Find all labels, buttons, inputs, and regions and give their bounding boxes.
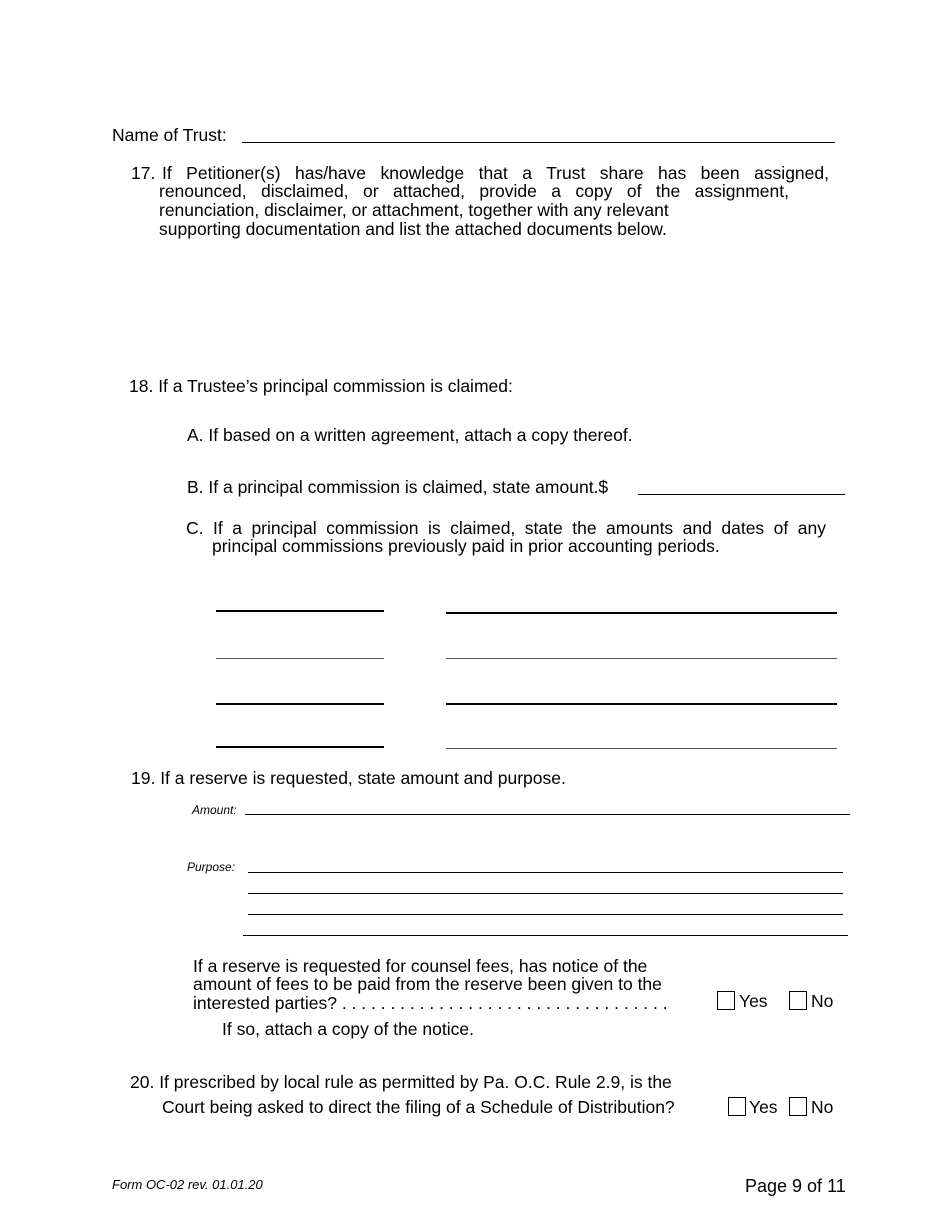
item18-a: A. If based on a written agreement, attach a copy thereof. — [187, 425, 633, 445]
purpose-label: Purpose: — [187, 860, 236, 874]
commission-amount-field-4[interactable] — [216, 746, 384, 748]
amount-label: Amount: — [192, 803, 237, 817]
reserve-amount-field[interactable] — [245, 814, 850, 815]
page-number: Page 9 of 11 — [745, 1176, 846, 1196]
schedule-distribution-yes-label: Yes — [749, 1097, 778, 1117]
attach-notice-note: If so, attach a copy of the notice. — [222, 1019, 474, 1039]
item18-b: B. If a principal commission is claimed, state amount.$ — [187, 477, 609, 497]
item17-line1: If Petitioner(s) has/have knowledge that a Trust share has been assigned, — [162, 163, 829, 183]
counsel-fees-line1: If a reserve is requested for counsel fees, has notice of the — [193, 956, 648, 976]
counsel-notice-yes-checkbox[interactable] — [717, 991, 735, 1010]
item17-line2: renounced, disclaimed, or attached, provide a copy of the assignment, — [159, 181, 789, 201]
commission-date-field-1[interactable] — [446, 612, 837, 614]
item17-line3: renunciation, disclaimer, or attachment, together with any relevant — [159, 200, 669, 220]
item18-c-line2: principal commissions previously paid in prior accounting periods. — [212, 536, 720, 556]
item18-c-line1: C. If a principal commission is claimed, state the amounts and dates of any — [186, 518, 826, 538]
reserve-purpose-field-3[interactable] — [248, 914, 843, 915]
item20-line2: Court being asked to direct the filing of a Schedule of Distribution? — [162, 1097, 675, 1117]
schedule-distribution-yes-checkbox[interactable] — [728, 1097, 746, 1116]
commission-date-field-4[interactable] — [446, 748, 837, 749]
counsel-fees-line3: interested parties? . . . . . . . . . . . . . . . . . . . . . . . . . . . . . . . . . . — [193, 993, 668, 1013]
form-id: Form OC-02 rev. 01.01.20 — [112, 1177, 263, 1192]
item17-number: 17. — [131, 163, 156, 183]
reserve-purpose-field-2[interactable] — [248, 893, 843, 894]
schedule-distribution-no-label: No — [811, 1097, 834, 1117]
commission-date-field-2[interactable] — [446, 658, 837, 659]
item20-line1: 20. If prescribed by local rule as permitted by Pa. O.C. Rule 2.9, is the — [130, 1072, 672, 1092]
name-of-trust-field[interactable] — [242, 142, 835, 143]
principal-commission-amount-field[interactable] — [638, 494, 845, 495]
item18-heading: 18. If a Trustee’s principal commission is claimed: — [129, 376, 513, 396]
reserve-purpose-field-4[interactable] — [243, 935, 848, 936]
name-of-trust-label: Name of Trust: — [112, 125, 227, 145]
counsel-notice-no-checkbox[interactable] — [789, 991, 807, 1010]
item19-heading: 19. If a reserve is requested, state amount and purpose. — [131, 768, 566, 788]
commission-date-field-3[interactable] — [446, 703, 837, 705]
counsel-fees-line2: amount of fees to be paid from the reserve been given to the — [193, 974, 662, 994]
reserve-purpose-field-1[interactable] — [248, 872, 843, 873]
counsel-notice-yes-label: Yes — [739, 991, 768, 1011]
commission-amount-field-1[interactable] — [216, 610, 384, 612]
schedule-distribution-no-checkbox[interactable] — [789, 1097, 807, 1116]
counsel-notice-no-label: No — [811, 991, 834, 1011]
commission-amount-field-3[interactable] — [216, 703, 384, 705]
item17-line4: supporting documentation and list the attached documents below. — [159, 219, 667, 239]
commission-amount-field-2[interactable] — [216, 658, 384, 659]
